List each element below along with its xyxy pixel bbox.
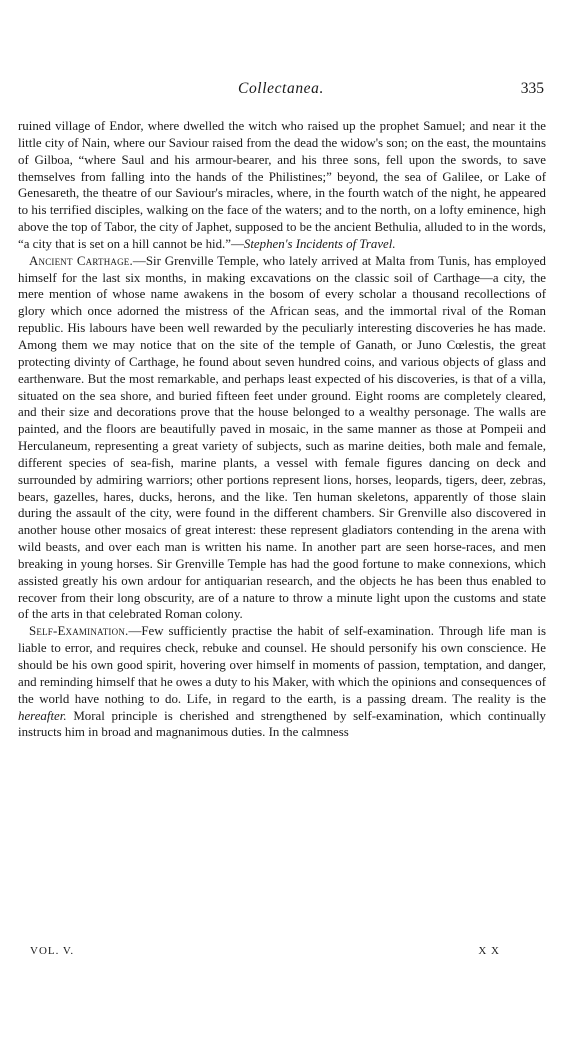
paragraph-self-exam-text-2: Moral principle is cherished and strengthened by self-examination, which continually instructs him in broad and magnanimous duties. In the calmness bbox=[18, 708, 546, 740]
paragraph-carthage-text: —Sir Grenville Temple, who lately arrived at Malta from Tunis, has employed himself for the last six months, in making excavations on the classic soil of Carthage—a city, the mere mention of whose name awakens in the bosom of every scholar a thousand recollections of glory which once adorned the mistress of the African seas, and the immortal rival of the Roman republic. His labours have been well rewarded by the peculiarly interesting discoveries he has made. Among them we may notice that on the site of the temple of Ganath, or Juno Cœlestis, the great protecting divinty of Carthage, he found about seven hundred coins, and various objects of glass and earthenware. But the most remarkable, and perhaps least expected of his discoveries, is that of a villa, situated on the sea shore, and buried fifteen feet under ground. Eight rooms are completely cleared, and their size and decorations prove that the house belonged to a wealthy personage. The walls are painted, and the floors are beautifully paved in mosaic, in the same manner as those at Pompeii and Herculaneum, representing a great variety of subjects, such as marine deities, both male and female, different species of sea-fish, marine plants, a vessel with female figures dancing on deck and surrounded by admiring warriors; other portions represent lions, horses, leopards, tigers, deer, zebras, bears, gazelles, hares, ducks, herons, and the like. Ten human skeletons, apparently of those slain during the assault of the city, were found in the different chambers. Sir Grenville also discovered in another house other mosaics of great interest: these represent gladiators contending in the arena with wild beasts, and over each man is written his name. In another part are seen horse-races, and men breaking in young horses. Sir Grenville Temple has had the good fortune to make connexions, which assisted greatly his own ardour for antiquarian research, and the objects he has been thus enabled to recover from their long obscurity, are of a nature to throw a minute light upon the customs and state of the arts in that celebrated Roman colony. bbox=[18, 253, 546, 622]
paragraph-ancient-carthage bbox=[18, 253, 546, 624]
page-body bbox=[18, 118, 546, 741]
signature-mark: X X bbox=[478, 945, 500, 957]
section-heading-ancient-carthage: Ancient Carthage. bbox=[29, 253, 133, 268]
volume-label: VOL. V. bbox=[30, 945, 75, 957]
section-heading-self-examination: Self-Examination. bbox=[29, 624, 129, 639]
paragraph-self-examination bbox=[18, 623, 546, 741]
paragraph-self-exam-text-1: —Few sufficiently practise the habit of self-examination. Through life man is liable to error, and requires check, rebuke and counsel. He should personify his own conscience. He should be his own good spirit, hovering over himself in moments of passion, temptation, and danger, and reminding himself that he owes a duty to his Maker, with which the opinions and consequences of the world have nothing to do. Life, in regard to the earth, is a passing dream. The reality is the bbox=[18, 624, 546, 706]
emphasis-hereafter: hereafter. bbox=[18, 708, 67, 723]
source-citation: Stephen's Incidents of Travel. bbox=[243, 236, 396, 251]
paragraph-endor-text: ruined village of Endor, where dwelled the witch who raised up the prophet Samuel; and near it the little city of Nain, where our Saviour raised from the dead the widow's son; on the east, the mountains of Gilboa, “where Saul and his armour-bearer, and his three sons, fell upon the swords, to save themselves from falling into the hands of the Philistines;” beyond, the sea of Galilee, or Lake of Genesareth, the theatre of our Saviour's miracles, where, in the fourth watch of the night, he appeared to his terrified disciples, walking on the face of the waters; and to the north, on a lofty eminence, high above the top of Tabor, the city of Japhet, supposed to be the ancient Bethulia, alluded to in the words, “a city that is set on a hill cannot be hid.”— bbox=[18, 119, 546, 251]
page-number: 335 bbox=[520, 80, 544, 97]
running-header bbox=[18, 80, 544, 104]
paragraph-endor bbox=[18, 118, 546, 253]
running-title: Collectanea. bbox=[238, 80, 324, 97]
page-footer bbox=[30, 945, 500, 963]
